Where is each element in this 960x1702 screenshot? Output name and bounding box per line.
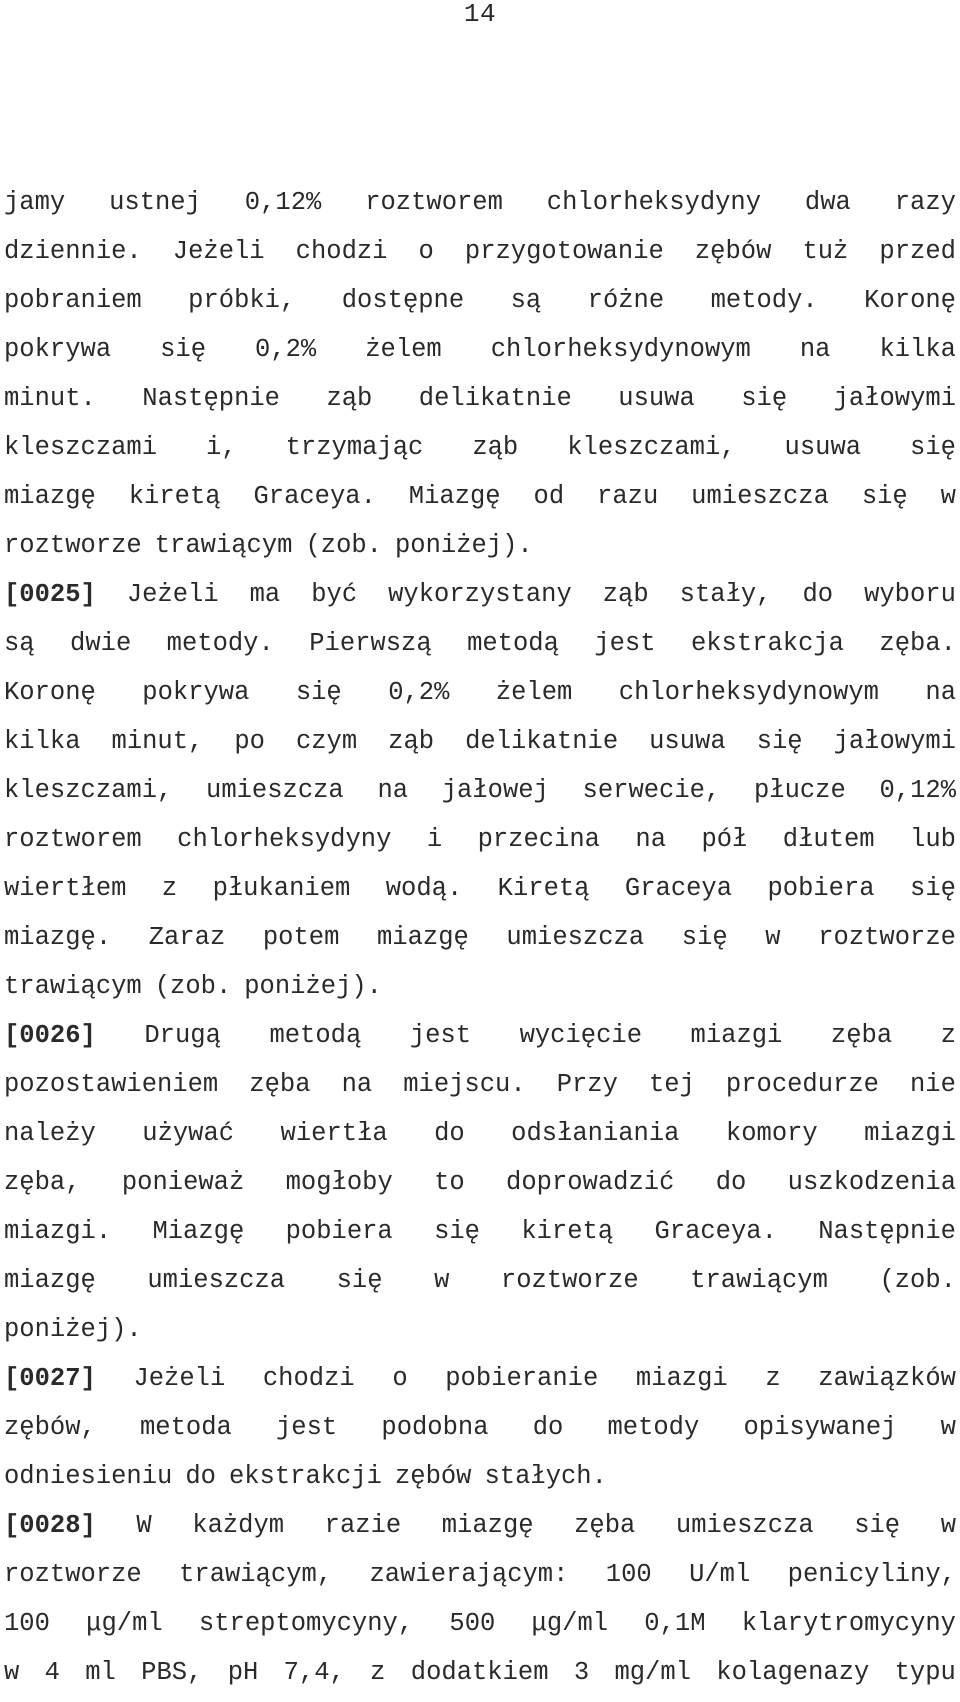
word: miazgę. [4,923,112,952]
word: się [910,874,956,903]
word: zęba [830,1021,893,1050]
word: Następnie [142,384,280,413]
text-line [4,1109,956,1158]
word: przygotowanie [464,237,664,266]
word: kiretą [128,482,221,511]
word: i, [206,433,237,462]
word: 3 [573,1658,590,1687]
word: od [533,482,565,511]
word: trzymając [285,433,424,462]
word: mogłoby [285,1168,393,1197]
word: umieszcza [691,482,829,511]
word: na [799,335,831,364]
word: Jeżeli [126,580,219,609]
word: 0,2% [255,335,317,364]
word: trawiącym [4,972,142,1001]
word: w [940,1511,956,1540]
word: razie [324,1511,402,1540]
word: zębów, [4,1413,96,1442]
word: zębów [394,1462,472,1491]
word: z [370,1658,386,1687]
word: Graceya. [654,1217,777,1246]
word: Kiretą [497,874,590,903]
word: się [854,1511,901,1540]
word: delikatnie [418,384,572,413]
word: roztworze [4,531,142,560]
word: różne [587,286,665,315]
word: 0,12% [879,776,956,805]
word: na [341,1070,373,1099]
word: potem [262,923,340,952]
word: minut, [111,727,204,756]
word: wiertła [280,1119,388,1148]
word: pół [701,825,748,854]
word: każdym [192,1511,285,1540]
word: roztworem [4,825,142,854]
word: się [861,482,908,511]
word: 4 [44,1658,60,1687]
text-line [4,1354,956,1403]
word: w [940,1413,956,1442]
text-line [4,178,956,227]
word: do [185,1462,216,1491]
word: doprowadzić [506,1168,675,1197]
word: Koronę [4,678,96,707]
word: miazgę [441,1511,534,1540]
word: ząb [326,384,373,413]
word: kleszczami [4,433,158,462]
word: U/ml [689,1560,751,1589]
word: Graceya [624,874,733,903]
word: ma [249,580,281,609]
word: Graceya. [253,482,376,511]
word: nie [910,1070,956,1099]
word: poniżej). [394,531,533,560]
word: miejscu. [403,1070,526,1099]
paragraph-number: [0027] [4,1364,96,1393]
word: chlorheksydynowym [490,335,751,364]
text-line [4,1305,956,1354]
page-number: 14 [463,0,497,29]
word: jest [409,1021,472,1050]
text-line [4,1550,956,1599]
word: opisywanej [743,1413,897,1442]
word: ekstrakcji [228,1462,382,1491]
word: poniżej). [4,1315,142,1344]
text-line [4,1011,956,1060]
word: Zaraz [148,923,226,952]
text-line [4,1501,956,1550]
word: przed [879,237,956,266]
word: z [765,1364,781,1393]
word: ząb [388,727,435,756]
word: jamy [4,188,66,217]
word: stałych. [484,1462,607,1491]
word: wiertłem [4,874,127,903]
word: przecina [477,825,600,854]
word: jałowymi [833,384,956,413]
word: Następnie [818,1217,956,1246]
word: trawiącym, [179,1560,333,1589]
word: dłutem [782,825,875,854]
text-line [4,717,956,766]
word: miazgi [690,1021,783,1050]
word: pokrywa [4,335,112,364]
word: umieszcza [206,776,344,805]
text-line [4,815,956,864]
word: metoda [140,1413,232,1442]
word: miazgi. [4,1217,112,1246]
text-line [4,325,956,374]
word: w [765,923,781,952]
word: chlorheksydyny [546,188,762,217]
word: uszkodzenia [787,1168,956,1197]
word: zębów [694,237,772,266]
word: roztworem [365,188,503,217]
word: 100 [4,1609,50,1638]
word: 500 [449,1609,496,1638]
word: μg/ml [531,1609,609,1638]
word: do [532,1413,564,1442]
word: dwie [70,629,132,658]
word: odsłaniania [511,1119,680,1148]
word: Koronę [864,286,956,315]
word: serwecie, [582,776,721,805]
text-line [4,423,956,472]
word: Miazgę [152,1217,245,1246]
word: ząb [472,433,519,462]
word: umieszcza [147,1266,286,1295]
word: próbki, [188,286,296,315]
word: usuwa [618,384,695,413]
text-line [4,1060,956,1109]
word: kilka [4,727,81,756]
word: tej [648,1070,695,1099]
text-line [4,913,956,962]
word: Pierwszą [309,629,432,658]
word: trawiącym [154,531,293,560]
word: ml [85,1658,116,1687]
word: płucze [753,776,846,805]
word: na [635,825,667,854]
word: chodzi [262,1364,355,1393]
word: wyboru [864,580,956,609]
word: dostępne [341,286,465,315]
word: zęba, [4,1168,81,1197]
word: PBS, [141,1658,203,1687]
word: μg/ml [86,1609,163,1638]
word: Miazgę [408,482,501,511]
word: metodą [467,629,559,658]
text-line [4,766,956,815]
word: na [377,776,409,805]
word: jałowej [441,776,549,805]
word: 100 [605,1560,652,1589]
word: zęba [249,1070,311,1099]
word: razy [894,188,956,217]
word: razu [597,482,659,511]
word: dwa [804,188,851,217]
word: roztworze [4,1560,142,1589]
word: ekstrakcja [690,629,844,658]
word: mg/ml [614,1658,691,1687]
word: komory [725,1119,818,1148]
text-line [4,668,956,717]
word: o [392,1364,408,1393]
text-line [4,521,956,570]
word: metody [607,1413,700,1442]
word: 7,4, [283,1658,345,1687]
word: miazgi [635,1364,728,1393]
word: roztworze [500,1266,639,1295]
word: używać [142,1119,235,1148]
word: W [136,1511,152,1540]
word: miazgę [4,482,96,511]
word: (zob. [879,1266,956,1295]
word: ząb [602,580,649,609]
word: 0,1M [644,1609,706,1638]
word: się [434,1217,480,1246]
word: (zob. [305,531,382,560]
word: trawiącym [690,1266,828,1295]
paragraph-number: [0025] [4,580,96,609]
word: umieszcza [506,923,645,952]
word: o [418,237,434,266]
word: roztworze [818,923,956,952]
word: są [4,629,35,658]
word: miazgę [4,1266,96,1295]
word: jałowymi [833,727,956,756]
word: w [4,1658,20,1687]
word: 0,2% [388,678,450,707]
word: umieszcza [675,1511,814,1540]
word: jest [594,629,656,658]
text-line [4,472,956,521]
word: pobiera [285,1217,393,1246]
word: Drugą [144,1021,221,1050]
word: są [510,286,542,315]
text-line [4,962,956,1011]
word: usuwa [649,727,726,756]
word: płukaniem [212,874,351,903]
word: zawierającym: [369,1560,569,1589]
word: to [434,1168,465,1197]
word: chodzi [295,237,388,266]
word: się [681,923,728,952]
document-body [4,178,956,1697]
word: usuwa [784,433,862,462]
word: być [311,580,358,609]
word: pokrywa [142,678,250,707]
word: do [715,1168,747,1197]
word: pozostawieniem [4,1070,219,1099]
word: procedurze [725,1070,879,1099]
word: się [295,678,342,707]
word: żelem [365,335,442,364]
word: klarytromycyny [741,1609,956,1638]
word: zęba. [879,629,956,658]
word: Przy [556,1070,618,1099]
word: żelem [495,678,573,707]
word: do [802,580,834,609]
word: podobna [381,1413,489,1442]
text-line [4,1599,956,1648]
word: pobraniem [4,286,142,315]
word: metodą [269,1021,362,1050]
text-line [4,1648,956,1697]
text-line [4,374,956,423]
word: po [234,727,265,756]
word: wykorzystany [388,580,572,609]
word: się [756,727,803,756]
word: kolagenazy [716,1658,870,1687]
paragraph-number: [0028] [4,1511,96,1540]
word: miazgi [864,1119,956,1148]
text-line [4,570,956,619]
word: odniesieniu [4,1462,173,1491]
word: streptomycyny, [198,1609,414,1638]
word: w [940,482,956,511]
word: i [426,825,443,854]
word: kiretą [521,1217,614,1246]
word: miazgę [376,923,469,952]
word: w [434,1266,450,1295]
text-line [4,1158,956,1207]
word: kilka [879,335,956,364]
word: zawiązków [818,1364,956,1393]
word: się [910,433,956,462]
word: kleszczami, [567,433,736,462]
text-line [4,276,956,325]
word: Jeżeli [133,1364,226,1393]
word: do [434,1119,465,1148]
word: lub [910,825,956,854]
word: zęba [574,1511,636,1540]
word: się [741,384,788,413]
word: minut. [4,384,96,413]
word: metody. [166,629,274,658]
word: chlorheksydyny [177,825,392,854]
word: Jeżeli [172,237,265,266]
text-line [4,1403,956,1452]
word: wycięcie [519,1021,642,1050]
text-line [4,227,956,276]
word: się [336,1266,383,1295]
text-line [4,1452,956,1501]
paragraph-number: [0026] [4,1021,96,1050]
word: się [160,335,207,364]
word: stały, [679,580,772,609]
word: kleszczami, [4,776,173,805]
word: metody. [710,286,818,315]
word: pH [227,1658,259,1687]
word: chlorheksydynowym [618,678,879,707]
word: czym [295,727,358,756]
word: (zob. [154,972,232,1001]
word: z [161,874,178,903]
word: tuż [802,237,849,266]
word: ustnej [109,188,201,217]
word: wodą. [385,874,463,903]
word: na [925,678,956,707]
text-line [4,619,956,668]
text-line [4,1256,956,1305]
word: penicyliny, [787,1560,956,1589]
word: dodatkiem [410,1658,549,1687]
word: poniżej). [244,972,382,1001]
word: pobiera [767,874,875,903]
word: jest [276,1413,338,1442]
word: dziennie. [4,237,142,266]
text-line [4,1207,956,1256]
word: ponieważ [121,1168,245,1197]
text-line [4,864,956,913]
word: typu [894,1658,956,1687]
word: z [940,1021,956,1050]
word: 0,12% [244,188,322,217]
word: pobieranie [445,1364,599,1393]
word: delikatnie [465,727,619,756]
word: należy [4,1119,96,1148]
